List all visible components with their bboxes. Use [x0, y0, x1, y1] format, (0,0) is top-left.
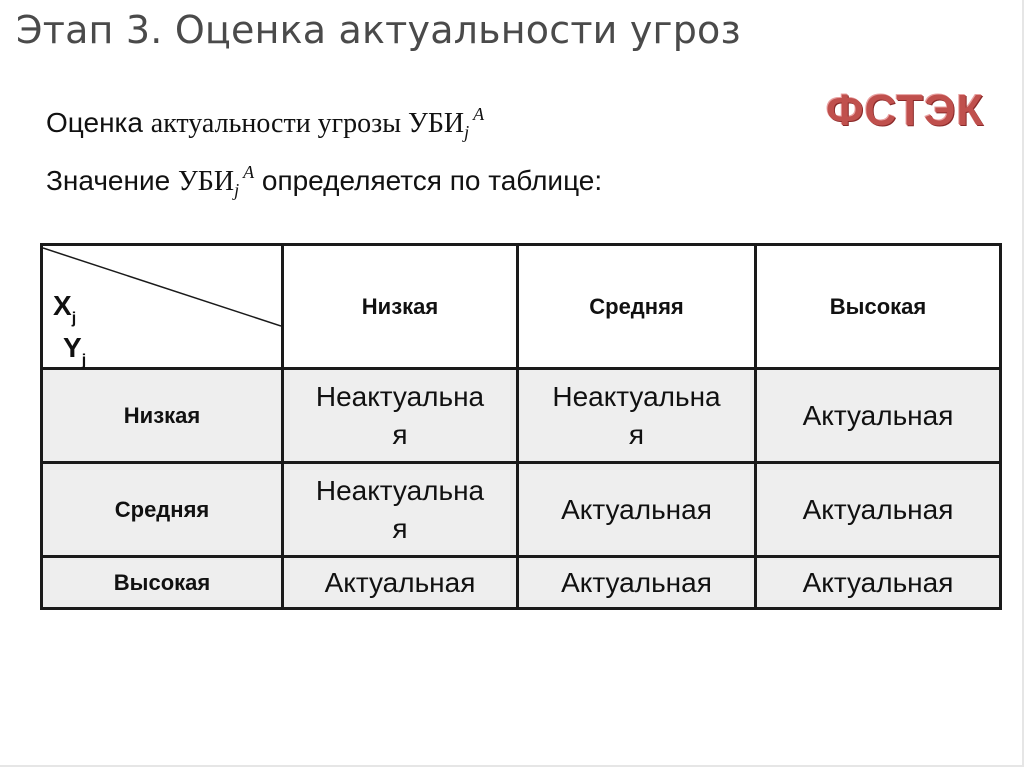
line2-sub: j	[234, 180, 240, 200]
table-cell: Актуальная	[756, 557, 1001, 609]
column-header-low: Низкая	[283, 245, 518, 369]
threat-relevance-table	[40, 243, 1002, 610]
line1-text: актуальности угрозы УБИ	[150, 108, 465, 139]
page-title: Этап 3. Оценка актуальности угроз	[16, 8, 741, 52]
table-cell: Актуальная	[756, 369, 1001, 463]
table-row	[42, 557, 1001, 609]
line2-sup: A	[243, 162, 255, 182]
line1-prefix: Оценка	[46, 107, 151, 138]
table-header-row	[42, 245, 1001, 369]
table-row	[42, 463, 1001, 557]
corner-y-label: $Y_j$	[63, 332, 87, 369]
corner-x-label: $X_j$	[53, 290, 77, 327]
value-definition-line	[46, 162, 602, 201]
column-header-medium: Средняя	[518, 245, 756, 369]
table-cell: Неактуальна я	[283, 369, 518, 463]
threat-assessment-line	[46, 104, 484, 143]
column-header-high: Высокая	[756, 245, 1001, 369]
table-row	[42, 369, 1001, 463]
table-corner-cell	[42, 245, 283, 369]
table-cell: Актуальная	[756, 463, 1001, 557]
line2-text: УБИ	[177, 166, 235, 197]
line2-prefix: Значение	[46, 165, 178, 196]
table-cell: Актуальная	[518, 463, 756, 557]
table-cell: Неактуальна я	[518, 369, 756, 463]
line1-sup: A	[473, 104, 485, 124]
row-header-low: Низкая	[42, 369, 283, 463]
fstec-logo: ФСТЭК	[826, 86, 985, 135]
table-cell: Неактуальна я	[283, 463, 518, 557]
line2-suffix: определяется по таблице:	[254, 165, 603, 196]
row-header-high: Высокая	[42, 557, 283, 609]
table-cell: Актуальная	[283, 557, 518, 609]
table-cell: Актуальная	[518, 557, 756, 609]
line1-sub: j	[464, 122, 470, 142]
row-header-medium: Средняя	[42, 463, 283, 557]
